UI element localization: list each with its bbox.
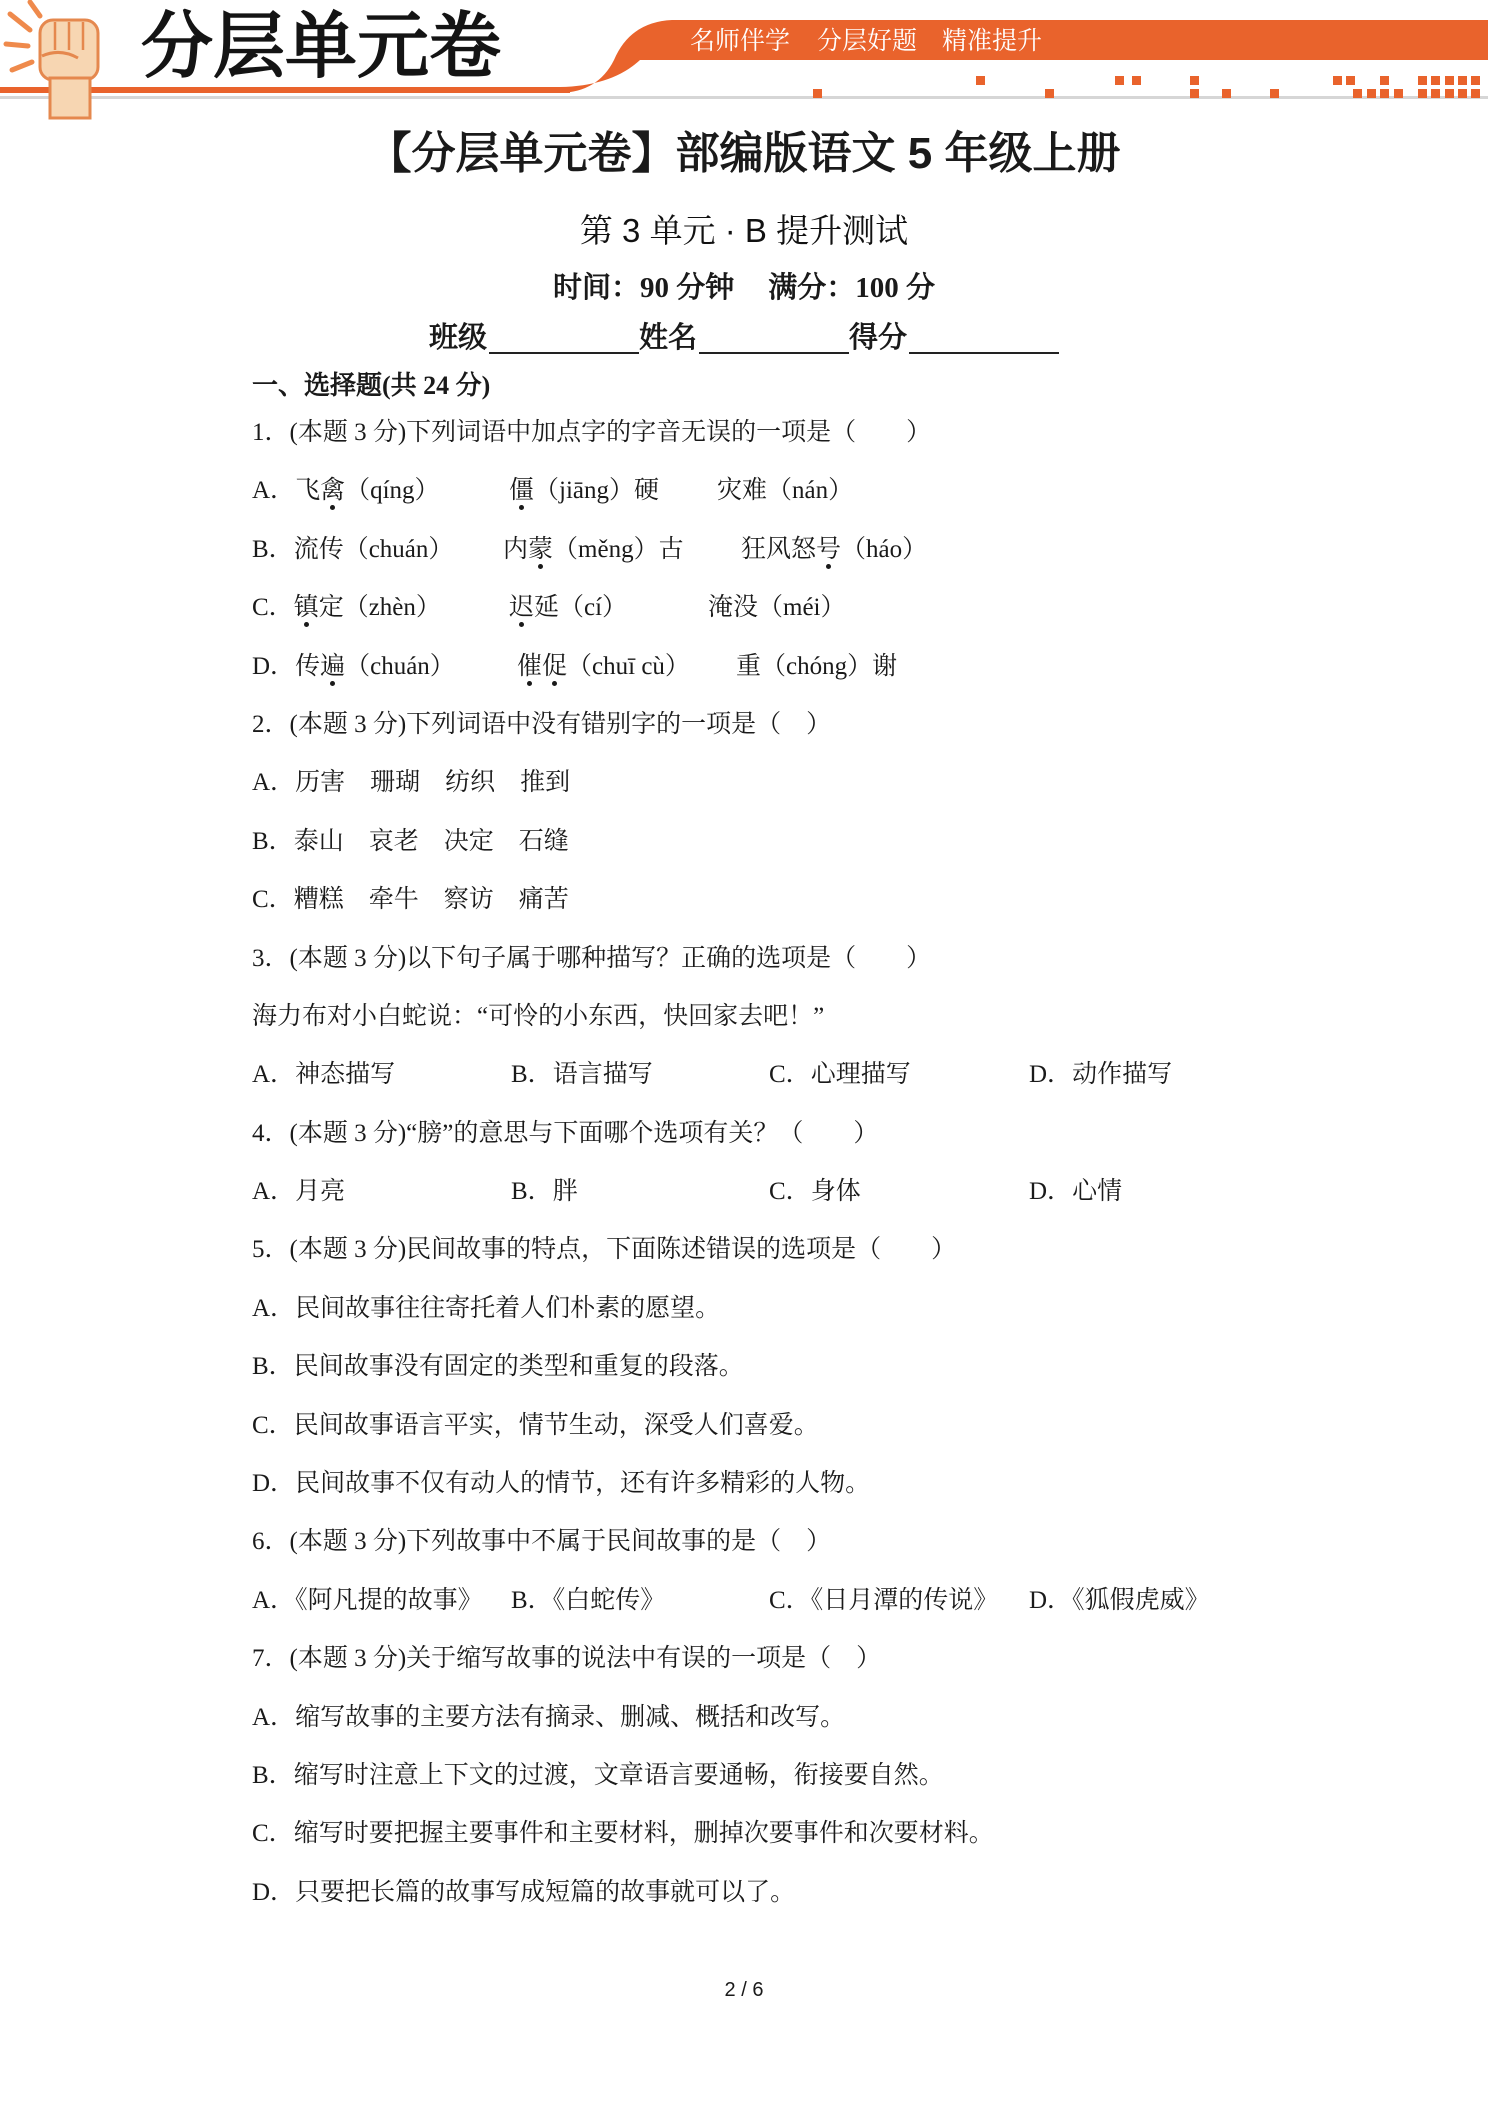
page-title: 【分层单元卷】部编版语文 5 年级上册 xyxy=(367,129,1121,178)
word-part: 内 xyxy=(503,535,529,563)
option-word: 纺织 xyxy=(445,769,496,797)
q6-stem: 6．(本题 3 分)下列故事中不属于民间故事的是（ ） xyxy=(252,1528,832,1556)
option-text: 只要把长篇的故事写成短篇的故事就可以了。 xyxy=(295,1878,796,1906)
option-label: B． xyxy=(511,1178,553,1206)
option-text: 《日月潭的传说》 xyxy=(810,1586,999,1614)
option-label: D． xyxy=(252,652,296,680)
word-part: 飞 xyxy=(295,477,321,505)
q4-option-a xyxy=(252,1163,345,1221)
q6-option-d xyxy=(1029,1572,1210,1630)
q7-stem: 7．(本题 3 分)关于缩写故事的说法中有误的一项是（ ） xyxy=(252,1645,882,1673)
word-part: 延（cí） xyxy=(534,594,628,622)
q3-option-a xyxy=(252,1046,395,1104)
q3-quote: 海力布对小白蛇说：“可怜的小东西，快回家去吧！” xyxy=(252,1002,825,1030)
option-label: A． xyxy=(252,1061,296,1089)
q7-d xyxy=(252,1864,795,1922)
option-label: D． xyxy=(1029,1061,1073,1089)
q7-b xyxy=(252,1747,944,1805)
q1-a-item-2 xyxy=(509,462,659,520)
option-word: 痛苦 xyxy=(518,886,569,914)
q7-option-d xyxy=(0,1864,1488,1922)
option-label: A． xyxy=(252,1178,296,1206)
section-title: 一、选择题(共 24 分) xyxy=(252,371,491,400)
q5-a xyxy=(252,1280,720,1338)
q3-options xyxy=(0,1046,1488,1104)
option-word: 决定 xyxy=(443,827,494,855)
word-part: 重（chóng）谢 xyxy=(736,652,898,680)
option-label: B． xyxy=(252,1353,294,1381)
option-text: 月亮 xyxy=(295,1178,346,1206)
header-shadow-line xyxy=(0,96,1488,99)
q2-c xyxy=(252,871,569,929)
q7-option-c xyxy=(0,1805,1488,1863)
dotted-char: 镇 xyxy=(293,594,319,622)
option-word: 推到 xyxy=(520,769,571,797)
option-label: C． xyxy=(252,1411,294,1439)
dotted-char: 禽 xyxy=(320,477,346,505)
option-label: B． xyxy=(511,1586,553,1614)
class-label: 班级 xyxy=(429,322,488,354)
dotted-char: 蒙 xyxy=(528,535,554,563)
dotted-char: 迟 xyxy=(509,594,535,622)
option-word: 察访 xyxy=(443,886,494,914)
word-part: 传 xyxy=(295,652,321,680)
q2-a xyxy=(252,754,570,812)
q5-option-c xyxy=(0,1397,1488,1455)
q2-stem: 2．(本题 3 分)下列词语中没有错别字的一项是（ ） xyxy=(252,710,832,738)
word-part: （qíng） xyxy=(345,477,440,505)
score-blank xyxy=(909,322,1059,354)
option-label: C． xyxy=(252,594,294,622)
option-label: B． xyxy=(252,1761,294,1789)
option-word: 珊瑚 xyxy=(370,769,421,797)
name-blank xyxy=(699,322,849,354)
option-label: C． xyxy=(769,1586,811,1614)
option-label: C． xyxy=(252,886,294,914)
option-label: A． xyxy=(252,1294,296,1322)
dotted-char: 催 xyxy=(517,652,543,680)
word-part: （háo） xyxy=(841,535,928,563)
q4-options xyxy=(0,1163,1488,1221)
q1-d-item-2 xyxy=(517,638,690,696)
word-part: （chuī cù） xyxy=(567,652,690,680)
option-label: B． xyxy=(252,535,294,563)
option-text: 缩写故事的主要方法有摘录、删减、概括和改写。 xyxy=(295,1703,846,1731)
option-label: A． xyxy=(252,477,296,505)
q7-a xyxy=(252,1689,845,1747)
option-label: C． xyxy=(252,1820,294,1848)
option-label: C． xyxy=(769,1061,811,1089)
brand-title: 分层单元卷 xyxy=(141,7,502,87)
option-text: 缩写时要把握主要事件和主要材料，删掉次要事件和次要材料。 xyxy=(293,1820,994,1848)
option-text: 缩写时注意上下文的过渡，文章语言要通畅，衔接要自然。 xyxy=(293,1761,944,1789)
q5-b xyxy=(252,1338,744,1396)
option-word: 泰山 xyxy=(293,827,344,855)
q1-b-item-1 xyxy=(252,521,453,579)
option-label: D． xyxy=(1029,1586,1073,1614)
option-text: 民间故事往往寄托着人们朴素的愿望。 xyxy=(295,1294,721,1322)
option-label: A． xyxy=(252,769,296,797)
q1-d-item-1 xyxy=(252,638,455,696)
option-text: 心情 xyxy=(1072,1178,1123,1206)
option-word: 糟糕 xyxy=(293,886,344,914)
page-number: 2 / 6 xyxy=(724,1979,764,2001)
q2-b xyxy=(252,813,569,871)
option-text: 民间故事没有固定的类型和重复的段落。 xyxy=(293,1353,744,1381)
option-label: D． xyxy=(252,1878,296,1906)
option-text: 动作描写 xyxy=(1072,1061,1173,1089)
q1-option-b xyxy=(0,521,1488,579)
exam-full-score: 满分：100 分 xyxy=(768,272,936,304)
q1-c-item-1 xyxy=(252,579,441,637)
word-part: （měng）古 xyxy=(553,535,684,563)
option-word: 历害 xyxy=(295,769,346,797)
q6-option-a xyxy=(252,1572,483,1630)
q1-c-item-3 xyxy=(708,579,846,637)
dotted-char: 促 xyxy=(542,652,568,680)
word-part: 狂风怒 xyxy=(741,535,817,563)
q3-stem: 3．(本题 3 分)以下句子属于哪种描写？正确的选项是（ ） xyxy=(252,944,932,972)
q7-option-a xyxy=(0,1689,1488,1747)
option-word: 哀老 xyxy=(368,827,419,855)
word-part: 淹没（méi） xyxy=(708,594,846,622)
q1-b-item-3 xyxy=(741,521,927,579)
option-label: C． xyxy=(769,1178,811,1206)
q5-c xyxy=(252,1397,819,1455)
word-part: 流传（chuán） xyxy=(293,535,454,563)
q7-c xyxy=(252,1805,994,1863)
option-text: 心理描写 xyxy=(810,1061,911,1089)
slogan-1: 名师伴学 xyxy=(690,27,791,55)
q5-stem-line xyxy=(0,1221,1488,1279)
q4-stem: 4．(本题 3 分)“膀”的意思与下面哪个选项有关？（ ） xyxy=(252,1119,879,1147)
option-text: 胖 xyxy=(552,1178,578,1206)
q5-option-b xyxy=(0,1338,1488,1396)
option-text: 神态描写 xyxy=(295,1061,396,1089)
q1-option-a xyxy=(0,462,1488,520)
q2-option-c xyxy=(0,871,1488,929)
option-label: B． xyxy=(252,827,294,855)
q6-option-b xyxy=(511,1572,665,1630)
option-text: 《白蛇传》 xyxy=(552,1586,666,1614)
dotted-char: 遍 xyxy=(320,652,346,680)
q1-option-c xyxy=(0,579,1488,637)
q1-d-item-3 xyxy=(736,638,897,696)
q7-stem-line xyxy=(0,1630,1488,1688)
q5-option-a xyxy=(0,1280,1488,1338)
q2-option-a xyxy=(0,754,1488,812)
option-label: D． xyxy=(1029,1178,1073,1206)
q6-option-c xyxy=(769,1572,998,1630)
q4-option-d xyxy=(1029,1163,1122,1221)
option-label: D． xyxy=(252,1470,296,1498)
q1-stem: 1．(本题 3 分)下列词语中加点字的字音无误的一项是（ ） xyxy=(252,419,932,446)
q3-option-d xyxy=(1029,1046,1172,1104)
class-blank xyxy=(489,322,639,354)
slogan-3: 精准提升 xyxy=(942,27,1043,55)
slogan-2: 分层好题 xyxy=(817,27,918,55)
q7-option-b xyxy=(0,1747,1488,1805)
exam-info xyxy=(0,272,1488,304)
option-label: B． xyxy=(511,1061,553,1089)
dotted-char: 僵 xyxy=(509,477,535,505)
option-text: 语言描写 xyxy=(552,1061,653,1089)
q2-stem-line xyxy=(0,696,1488,754)
exam-time: 时间：90 分钟 xyxy=(552,272,735,304)
option-text: 《阿凡提的故事》 xyxy=(295,1586,483,1614)
q6-stem-line xyxy=(0,1513,1488,1571)
q1-c-item-2 xyxy=(509,579,627,637)
option-text: 民间故事语言平实，情节生动，深受人们喜爱。 xyxy=(293,1411,819,1439)
q1-stem-line xyxy=(0,404,1488,462)
q2-option-b xyxy=(0,813,1488,871)
q1-option-d xyxy=(0,638,1488,696)
score-label: 得分 xyxy=(849,322,908,354)
option-label: A． xyxy=(252,1586,296,1614)
q3-quote-line xyxy=(0,988,1488,1046)
q3-option-c xyxy=(769,1046,911,1104)
word-part: 定（zhèn） xyxy=(318,594,441,622)
q1-a-item-3 xyxy=(717,462,853,520)
name-label: 姓名 xyxy=(639,322,698,354)
q1-b-item-2 xyxy=(503,521,684,579)
q4-stem-line xyxy=(0,1105,1488,1163)
option-label: A． xyxy=(252,1703,296,1731)
page-subtitle: 第 3 单元 · B 提升测试 xyxy=(579,212,909,249)
fist-icon xyxy=(6,2,98,118)
option-text: 《狐假虎威》 xyxy=(1072,1586,1210,1614)
q5-stem: 5．(本题 3 分)民间故事的特点，下面陈述错误的选项是（ ） xyxy=(252,1236,957,1264)
q3-option-b xyxy=(511,1046,653,1104)
question-area xyxy=(0,404,1488,1922)
q5-d xyxy=(252,1455,870,1513)
word-part: （jiāng）硬 xyxy=(534,477,660,505)
q3-stem-line xyxy=(0,930,1488,988)
word-part: 灾难（nán） xyxy=(717,477,854,505)
q1-a-item-1 xyxy=(252,462,440,520)
q4-option-c xyxy=(769,1163,861,1221)
q5-option-d xyxy=(0,1455,1488,1513)
option-text: 民间故事不仅有动人的情节，还有许多精彩的人物。 xyxy=(295,1470,871,1498)
q6-options xyxy=(0,1572,1488,1630)
student-fields xyxy=(0,322,1488,354)
option-word: 牵牛 xyxy=(368,886,419,914)
dotted-char: 号 xyxy=(816,535,842,563)
option-text: 身体 xyxy=(810,1178,861,1206)
word-part: （chuán） xyxy=(345,652,455,680)
q4-option-b xyxy=(511,1163,578,1221)
header-decoration-squares xyxy=(813,76,1480,98)
option-word: 石缝 xyxy=(518,827,569,855)
